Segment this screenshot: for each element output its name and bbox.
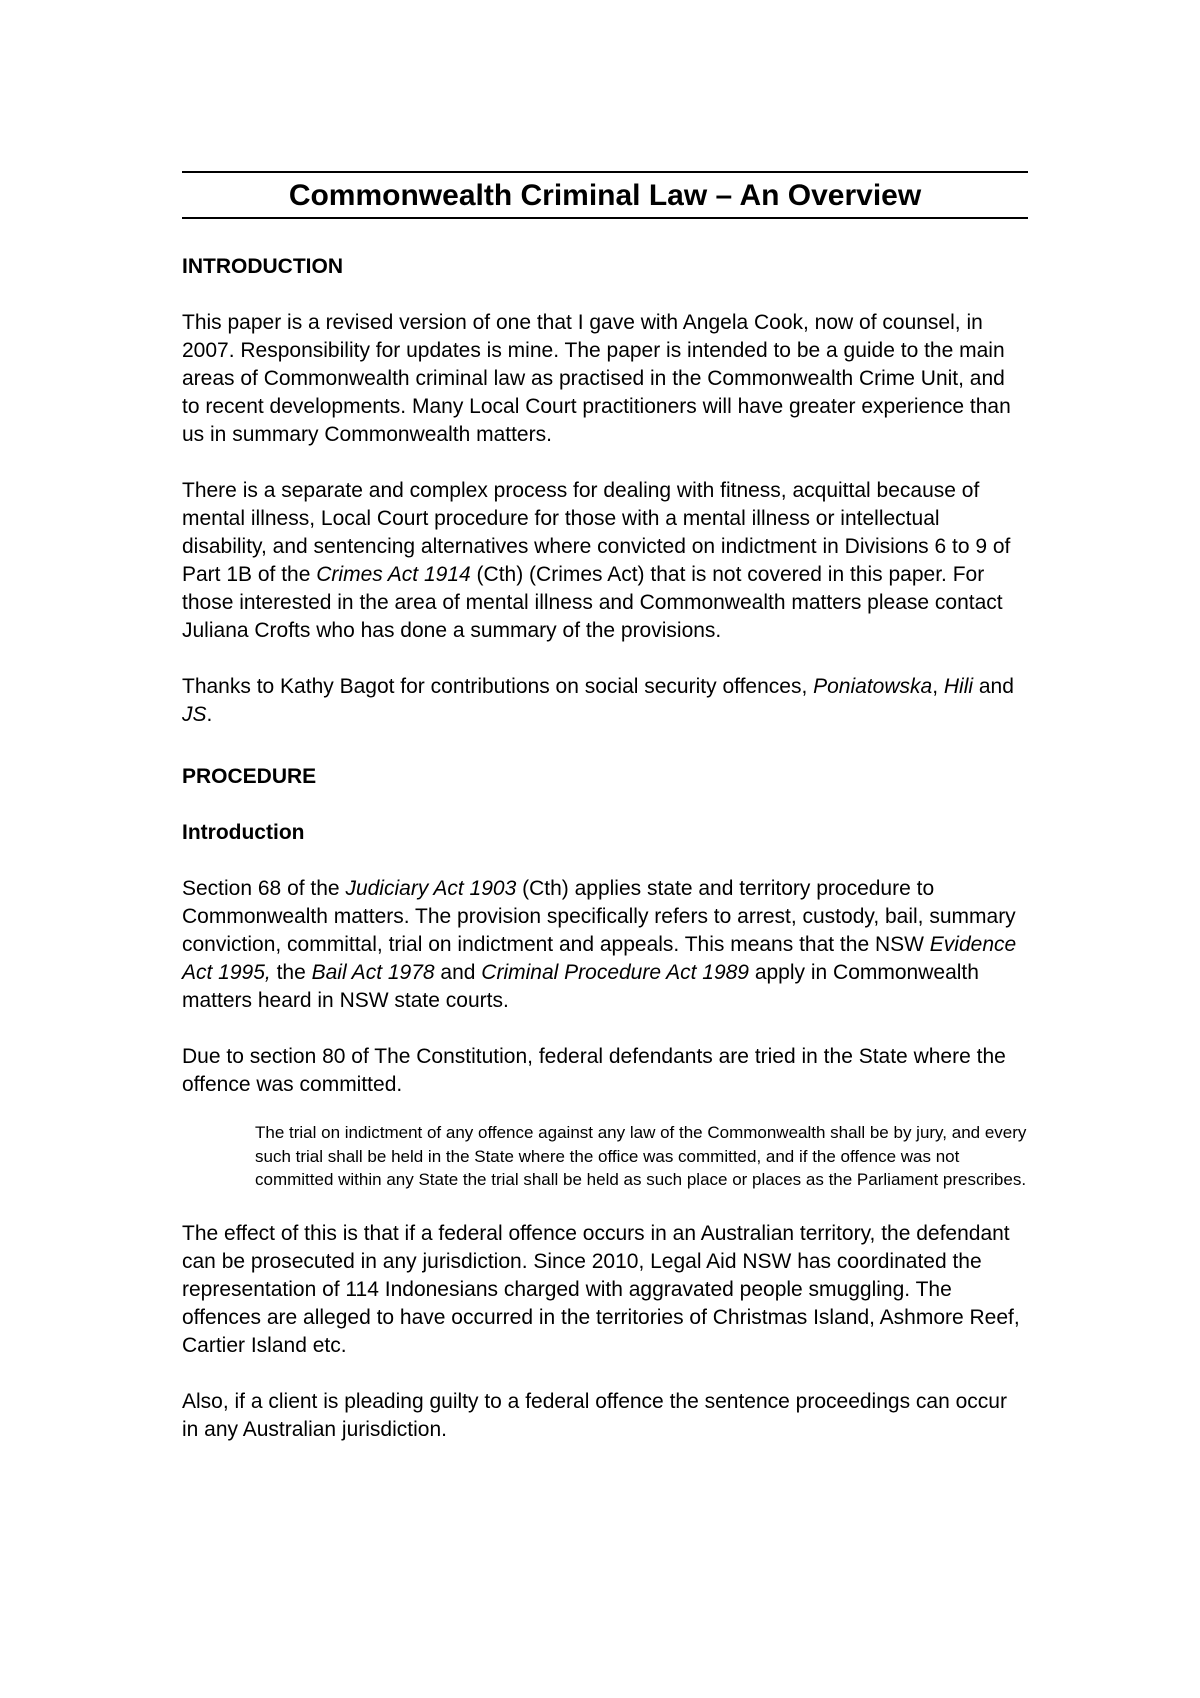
text-run: (Cth) applies state and territory procedure to Commonwealth matters. The provision specifically refers to arrest, custody, bail, summary conviction, committal, trial on indictment and appeals. This means that the NSW	[182, 877, 1016, 956]
document-body	[182, 171, 1028, 1444]
act-title-bail-act: Bail Act 1978	[311, 961, 435, 984]
text-run: the	[270, 961, 312, 984]
procedure-introduction-subheading: Introduction	[182, 821, 305, 844]
introduction-heading: INTRODUCTION	[182, 255, 343, 278]
document-title: Commonwealth Criminal Law – An Overview	[288, 179, 922, 212]
case-name-js: JS	[182, 703, 207, 726]
text-run: (Cth) (Crimes Act) that is not covered in this paper. For those interested in the area of mental illness and Commonwealth matters please contact Juliana Crofts who has done a summary of the provisions.	[182, 563, 1003, 642]
case-name-hili: Hili	[943, 675, 974, 698]
text-run: and	[434, 961, 482, 984]
introduction-paragraph-1: This paper is a revised version of one that I gave with Angela Cook, now of counsel, in 2007. Responsibility for updates is mine. The paper is intended to be a guide to the main areas of Commonwealth criminal law as practised in the Commonwealth Crime Unit, and to recent developments. Many Local Court practitioners will have greater experience than us in summary Commonwealth matters.	[182, 311, 1011, 446]
introduction-paragraph-3	[182, 673, 1028, 729]
procedure-paragraph-4: Also, if a client is pleading guilty to a federal offence the sentence proceedings can occur in any Australian jurisdiction.	[182, 1389, 1007, 1441]
text-run: There is a separate and complex process for dealing with fitness, acquittal because of mental illness, Local Court procedure for those with a mental illness or intellectual disability, and sentencing alternatives where convicted on indictment in Divisions 6 to 9 of Part 1B of the	[182, 479, 1011, 586]
procedure-heading: PROCEDURE	[182, 765, 317, 788]
procedure-paragraph-1	[182, 875, 1028, 1015]
text-run: and	[973, 675, 1014, 698]
constitution-quote: The trial on indictment of any offence against any law of the Commonwealth shall be by jury, and every such trial shall be held in the State where the office was committed, and if the offence was not committed within any State the trial shall be held as such place or places as the Parliament prescribes.	[255, 1123, 1027, 1189]
case-name-poniatowska: Poniatowska	[813, 675, 933, 698]
procedure-paragraph-3: The effect of this is that if a federal offence occurs in an Australian territory, the defendant can be prosecuted in any jurisdiction. Since 2010, Legal Aid NSW has coordinated the representation of 114 Indonesians charged with aggravated people smuggling. The offences are alleged to have occurred in the territories of Christmas Island, Ashmore Reef, Cartier Island etc.	[182, 1221, 1020, 1357]
procedure-paragraph-2: Due to section 80 of The Constitution, federal defendants are tried in the State where the offence was committed.	[182, 1045, 1006, 1096]
text-run: Thanks to Kathy Bagot for contributions on social security offences,	[182, 675, 814, 698]
text-run: Section 68 of the	[182, 877, 346, 900]
act-title-crimes-act: Crimes Act 1914	[316, 563, 471, 586]
introduction-paragraph-2	[182, 477, 1028, 645]
title-bar	[182, 171, 1028, 219]
act-title-judiciary-act: Judiciary Act 1903	[345, 877, 517, 900]
text-run: ,	[932, 675, 944, 698]
text-run: apply in Commonwealth matters heard in NSW state courts.	[182, 961, 979, 1012]
act-title-evidence-act: Evidence Act 1995,	[182, 933, 1017, 984]
act-title-criminal-procedure-act: Criminal Procedure Act 1989	[481, 961, 749, 984]
text-run: .	[206, 703, 213, 726]
